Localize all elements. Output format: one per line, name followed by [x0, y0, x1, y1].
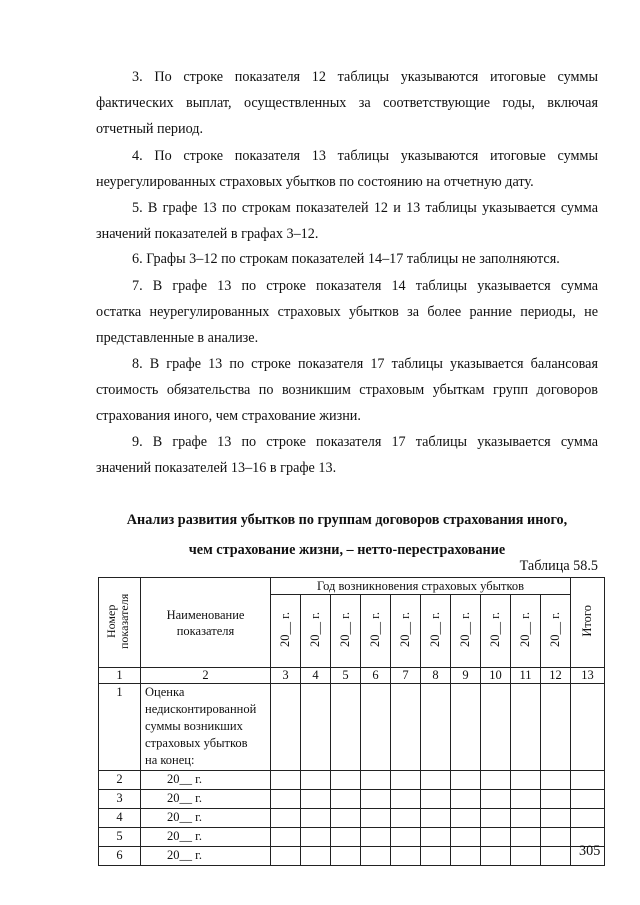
row-name-cell [141, 809, 271, 828]
row-number-cell: 5 [99, 828, 141, 847]
value-cell [511, 809, 541, 828]
column-number-cell: 1 [99, 668, 141, 684]
value-cell [481, 847, 511, 866]
col-name-header: Наименование показателя [141, 578, 271, 668]
value-cell [571, 771, 605, 790]
row-number-cell: 6 [99, 847, 141, 866]
value-cell [451, 809, 481, 828]
value-cell [361, 790, 391, 809]
year-column-header: 20__ г. [511, 595, 541, 668]
value-cell [421, 684, 451, 771]
value-cell [361, 809, 391, 828]
value-cell [331, 847, 361, 866]
value-cell [571, 809, 605, 828]
table-row [99, 790, 605, 809]
value-cell [541, 847, 571, 866]
value-cell [511, 771, 541, 790]
heading-line-2: чем страхование жизни, – нетто-перестрахование [188, 542, 506, 558]
year-column-header: 20__ г. [331, 595, 361, 668]
value-cell [361, 847, 391, 866]
column-number-cell: 5 [331, 668, 361, 684]
text-line: неурегулированных страховых убытков по состоянию на отчетную дату. [96, 174, 534, 190]
text-line: остатка неурегулированных страховых убытков за более ранние периоды, не [96, 304, 598, 320]
column-number-cell: 2 [141, 668, 271, 684]
year-group-header: Год возникновения страховых убытков [271, 578, 571, 595]
value-cell [391, 847, 421, 866]
value-cell [541, 809, 571, 828]
value-cell [331, 684, 361, 771]
value-cell [391, 790, 421, 809]
value-cell [301, 684, 331, 771]
value-cell [451, 828, 481, 847]
paragraph-3 [96, 64, 598, 142]
column-number-cell: 8 [421, 668, 451, 684]
row-name-line: суммы возникших [145, 719, 243, 733]
year-column-header: 20__ г. [421, 595, 451, 668]
header-row-1 [99, 578, 605, 595]
row-name-line: недисконтированной [145, 702, 257, 716]
paragraph-5 [96, 195, 598, 247]
value-cell [331, 771, 361, 790]
text-line: отчетный период. [96, 121, 204, 137]
text-line: стоимость обязательства по возникшим страховым убыткам групп договоров [96, 382, 598, 398]
value-cell [541, 828, 571, 847]
column-number-cell: 6 [361, 668, 391, 684]
value-cell [361, 828, 391, 847]
value-cell [301, 828, 331, 847]
row-name-cell [141, 828, 271, 847]
column-number-cell: 3 [271, 668, 301, 684]
value-cell [421, 847, 451, 866]
table-heading [96, 508, 598, 562]
paragraph-9 [96, 429, 598, 481]
value-cell [481, 809, 511, 828]
value-cell [511, 684, 541, 771]
value-cell [271, 847, 301, 866]
text-line: 5. В графе 13 по строкам показателей 12 и 13 таблицы указывается сумма [132, 200, 598, 216]
value-cell [421, 790, 451, 809]
row-name-line: Оценка [145, 685, 185, 699]
value-cell [361, 771, 391, 790]
table-number-label: Таблица 58.5 [519, 558, 598, 574]
year-column-header: 20__ г. [361, 595, 391, 668]
row-number-cell: 4 [99, 809, 141, 828]
row-number-cell: 2 [99, 771, 141, 790]
value-cell [511, 790, 541, 809]
value-cell [511, 847, 541, 866]
column-number-cell: 9 [451, 668, 481, 684]
value-cell [481, 790, 511, 809]
text-line: значений показателей 13–16 в графе 13. [96, 460, 337, 476]
row-name-line: на конец: [145, 753, 195, 767]
table-row [99, 828, 605, 847]
text-line: значений показателей в графах 3–12. [96, 226, 319, 242]
column-number-cell: 13 [571, 668, 605, 684]
row-name-line: 20__ г. [167, 848, 202, 862]
value-cell [391, 809, 421, 828]
row-name-cell [141, 790, 271, 809]
year-column-header: 20__ г. [481, 595, 511, 668]
paragraph-4 [96, 143, 598, 195]
column-number-cell: 11 [511, 668, 541, 684]
value-cell [541, 684, 571, 771]
year-column-header: 20__ г. [271, 595, 301, 668]
value-cell [481, 828, 511, 847]
row-name-line: 20__ г. [167, 810, 202, 824]
column-number-row [99, 668, 605, 684]
row-name-cell [141, 847, 271, 866]
claims-development-table [98, 577, 605, 866]
value-cell [331, 828, 361, 847]
column-number-cell: 4 [301, 668, 331, 684]
table-row [99, 684, 605, 771]
text-line: 9. В графе 13 по строке показателя 17 таблицы указывается сумма [132, 434, 598, 450]
column-number-cell: 7 [391, 668, 421, 684]
col-number-header: Номер показателя [99, 578, 141, 668]
value-cell [301, 809, 331, 828]
table-row [99, 809, 605, 828]
value-cell [271, 771, 301, 790]
row-name-line: 20__ г. [167, 772, 202, 786]
year-column-header: 20__ г. [301, 595, 331, 668]
value-cell [481, 684, 511, 771]
value-cell [541, 790, 571, 809]
value-cell [271, 809, 301, 828]
row-name-line: 20__ г. [167, 829, 202, 843]
value-cell [481, 771, 511, 790]
value-cell [271, 828, 301, 847]
paragraph-8 [96, 351, 598, 429]
value-cell [391, 771, 421, 790]
value-cell [271, 684, 301, 771]
text-line: 3. По строке показателя 12 таблицы указываются итоговые суммы [132, 69, 598, 85]
table-row [99, 847, 605, 866]
value-cell [301, 771, 331, 790]
row-number-cell: 3 [99, 790, 141, 809]
year-column-header: 20__ г. [541, 595, 571, 668]
text-line: 8. В графе 13 по строке показателя 17 таблицы указывается балансовая [132, 356, 598, 372]
column-number-cell: 12 [541, 668, 571, 684]
col-total-header: Итого [571, 578, 605, 668]
text-line: представленные в анализе. [96, 330, 259, 346]
value-cell [541, 771, 571, 790]
value-cell [571, 684, 605, 771]
value-cell [331, 809, 361, 828]
row-name-line: 20__ г. [167, 791, 202, 805]
heading-line-1: Анализ развития убытков по группам договоров страхования иного, [126, 512, 568, 528]
value-cell [421, 771, 451, 790]
row-number-cell: 1 [99, 684, 141, 771]
row-name-cell [141, 684, 271, 771]
year-column-header: 20__ г. [391, 595, 421, 668]
value-cell [361, 684, 391, 771]
text-line: 7. В графе 13 по строке показателя 14 таблицы указывается сумма [132, 278, 598, 294]
value-cell [451, 684, 481, 771]
column-number-cell: 10 [481, 668, 511, 684]
paragraph-7 [96, 273, 598, 351]
value-cell [421, 828, 451, 847]
text-line: 6. Графы 3–12 по строкам показателей 14–17 таблицы не заполняются. [132, 251, 560, 267]
value-cell [451, 847, 481, 866]
value-cell [331, 790, 361, 809]
text-line: 4. По строке показателя 13 таблицы указываются итоговые суммы [132, 148, 598, 164]
value-cell [511, 828, 541, 847]
year-column-header: 20__ г. [451, 595, 481, 668]
value-cell [571, 790, 605, 809]
table-row [99, 771, 605, 790]
text-line: фактических выплат, осуществленных за соответствующие годы, включая [96, 95, 598, 111]
paragraph-6 [96, 246, 598, 272]
value-cell [391, 684, 421, 771]
value-cell [391, 828, 421, 847]
value-cell [271, 790, 301, 809]
value-cell [451, 771, 481, 790]
value-cell [451, 790, 481, 809]
value-cell [301, 847, 331, 866]
page-number: 305 [579, 843, 601, 859]
value-cell [421, 809, 451, 828]
text-line: страхования иного, чем страхование жизни. [96, 408, 361, 424]
row-name-line: страховых убытков [145, 736, 248, 750]
row-name-cell [141, 771, 271, 790]
value-cell [301, 790, 331, 809]
